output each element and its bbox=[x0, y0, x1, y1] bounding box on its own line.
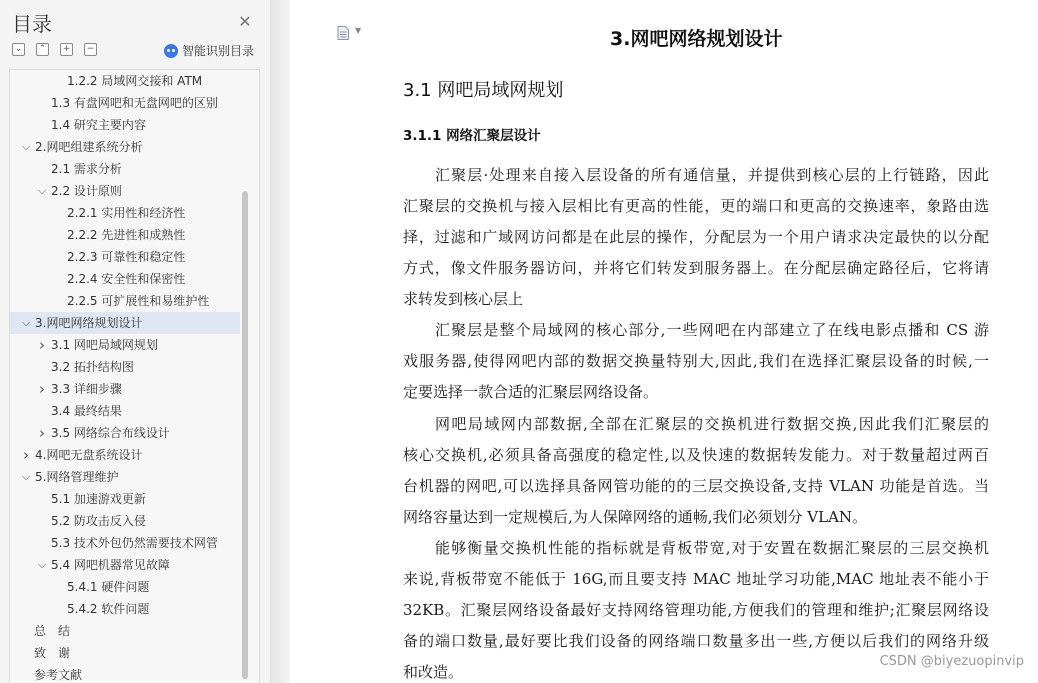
panel-divider[interactable] bbox=[270, 0, 290, 683]
chevron-down-icon[interactable]: ⌵ bbox=[21, 140, 31, 153]
outline-item-label: 总 结 bbox=[34, 624, 71, 638]
expand-all-icon[interactable]: ⌃ bbox=[36, 43, 49, 56]
chevron-right-icon[interactable]: › bbox=[39, 336, 45, 354]
outline-item-label: 2.2 设计原则 bbox=[51, 184, 122, 198]
outline-item[interactable] bbox=[10, 290, 240, 312]
outline-item[interactable] bbox=[10, 642, 240, 664]
outline-item-label: 5.网络管理维护 bbox=[35, 470, 119, 484]
close-icon[interactable]: ✕ bbox=[238, 12, 252, 31]
outline-item-label: 3.5 网络综合布线设计 bbox=[51, 426, 170, 440]
paragraph-line: 定要选择一款合适的汇聚层网络设备。 bbox=[403, 383, 659, 401]
outline-item-label: 5.4.2 软件问题 bbox=[67, 602, 150, 616]
outline-item[interactable] bbox=[10, 400, 240, 422]
paragraph-line: 择，过滤和广域网访问都是在此层的操作，分配层为一个用户请求决定最快的以分配 bbox=[403, 228, 989, 246]
outline-item[interactable] bbox=[10, 488, 240, 510]
chevron-right-icon[interactable]: › bbox=[23, 446, 29, 464]
outline-item[interactable] bbox=[10, 444, 240, 466]
outline-item[interactable] bbox=[10, 158, 240, 180]
outline-item-label: 3.1 网吧局域网规划 bbox=[51, 338, 158, 352]
add-level-icon[interactable]: + bbox=[60, 43, 73, 56]
collapse-all-icon[interactable]: ⌄ bbox=[12, 43, 25, 56]
outline-item[interactable] bbox=[10, 510, 240, 532]
paragraph-line: 戏服务器,使得网吧内部的数据交换量特别大,因此,我们在选择汇聚层设备的时候,一 bbox=[403, 352, 989, 370]
outline-item[interactable] bbox=[10, 356, 240, 378]
paragraph-line: 能够衡量交换机性能的指标就是背板带宽,对于安置在数据汇聚层的三层交换机 bbox=[435, 539, 989, 557]
outline-item-label: 2.网吧组建系统分析 bbox=[35, 140, 143, 154]
outline-item[interactable] bbox=[10, 268, 240, 290]
outline-item-label: 1.2.2 局域网交接和 ATM bbox=[67, 74, 203, 88]
outline-item-label: 2.2.5 可扩展性和易维护性 bbox=[67, 294, 210, 308]
outline-item-label: 2.2.2 先进性和成熟性 bbox=[67, 228, 186, 242]
outline-item-label: 致 谢 bbox=[34, 646, 71, 660]
outline-item-label: 参考文献 bbox=[34, 668, 83, 682]
chapter-title: 3.网吧网络规划设计 bbox=[610, 28, 783, 50]
chevron-down-icon[interactable]: ⌵ bbox=[37, 184, 47, 197]
outline-item[interactable] bbox=[10, 576, 240, 598]
paragraph-line: 台机器的网吧,可以选择具备网管功能的的三层交换设备,支持 VLAN 功能是首选。当 bbox=[403, 477, 989, 495]
outline-item[interactable] bbox=[10, 334, 240, 356]
paragraph-line: 方式，像文件服务器访问，并将它们转发到服务器上。在分配层确定路径后，它将请 bbox=[403, 259, 989, 277]
outline-panel bbox=[0, 0, 270, 683]
chevron-down-icon[interactable]: ⌵ bbox=[37, 558, 47, 571]
outline-item-label: 2.2.1 实用性和经济性 bbox=[67, 206, 186, 220]
outline-item-label: 4.网吧无盘系统设计 bbox=[35, 448, 143, 462]
chevron-down-icon[interactable]: ▼ bbox=[355, 26, 362, 35]
subsection-title: 3.1.1 网络汇聚层设计 bbox=[403, 128, 541, 144]
outline-item-label: 1.4 研究主要内容 bbox=[51, 118, 146, 132]
outline-item[interactable] bbox=[10, 202, 240, 224]
ai-robot-icon bbox=[164, 44, 178, 58]
outline-toolbar bbox=[12, 43, 97, 57]
outline-item[interactable] bbox=[10, 620, 240, 642]
outline-item[interactable] bbox=[10, 532, 240, 554]
outline-item[interactable] bbox=[10, 246, 240, 268]
document-page bbox=[290, 0, 1038, 683]
outline-item-label: 2.2.4 安全性和保密性 bbox=[67, 272, 186, 286]
outline-item[interactable] bbox=[10, 664, 240, 683]
smart-recognize-toc-button[interactable] bbox=[164, 42, 254, 59]
outline-item[interactable] bbox=[10, 466, 240, 488]
csdn-watermark: CSDN @biyezuopinvip bbox=[879, 654, 1024, 669]
outline-item[interactable] bbox=[10, 92, 240, 114]
outline-item[interactable] bbox=[10, 422, 240, 444]
outline-scrollbar-thumb[interactable] bbox=[242, 191, 248, 679]
outline-item-label: 5.4.1 硬件问题 bbox=[67, 580, 150, 594]
chevron-right-icon[interactable]: › bbox=[39, 380, 45, 398]
outline-item[interactable] bbox=[10, 136, 240, 158]
outline-item[interactable] bbox=[10, 598, 240, 620]
outline-item-label: 2.2.3 可靠性和稳定性 bbox=[67, 250, 186, 264]
paragraph-line: 网络容量达到一定规模后,为人保障网络的通畅,我们必须划分 VLAN。 bbox=[403, 508, 868, 526]
chevron-down-icon[interactable]: ⌵ bbox=[21, 470, 31, 483]
paragraph-line: 来说,背板带宽不能低于 16G,而且要支持 MAC 地址学习功能,MAC 地址表不能小于 bbox=[403, 570, 989, 588]
remove-level-icon[interactable]: − bbox=[84, 43, 97, 56]
outline-tree bbox=[9, 69, 260, 683]
paragraph-line: 核心交换机,必须具备高强度的稳定性,以及快速的数据转发能力。对于数量超过两百 bbox=[403, 446, 989, 464]
outline-item[interactable] bbox=[10, 180, 240, 202]
smart-recognize-label: 智能识别目录 bbox=[182, 44, 255, 58]
outline-item[interactable] bbox=[10, 554, 240, 576]
paragraph-line: 求转发到核心层上 bbox=[403, 290, 524, 308]
outline-item-label: 3.2 拓扑结构图 bbox=[51, 360, 134, 374]
paragraph-line: 汇聚层是整个局域网的核心部分,一些网吧在内部建立了在线电影点播和 CS 游 bbox=[435, 321, 989, 339]
outline-item-label: 5.2 防攻击反入侵 bbox=[51, 514, 146, 528]
outline-item-label: 5.1 加速游戏更新 bbox=[51, 492, 146, 506]
outline-item-label: 5.4 网吧机器常见故障 bbox=[51, 558, 170, 572]
outline-item[interactable] bbox=[10, 114, 240, 136]
section-title: 3.1 网吧局域网规划 bbox=[403, 80, 564, 101]
outline-item[interactable] bbox=[10, 378, 240, 400]
outline-item[interactable] bbox=[10, 312, 240, 334]
outline-item[interactable] bbox=[10, 224, 240, 246]
paragraph-line: 汇聚层·处理来自接入层设备的所有通信量，并提供到核心层的上行链路，因此 bbox=[435, 166, 989, 184]
outline-title: 目录 bbox=[12, 12, 52, 36]
outline-item-label: 5.3 技术外包仍然需要技术网管 bbox=[51, 536, 218, 550]
outline-item[interactable] bbox=[10, 70, 240, 92]
outline-item-label: 1.3 有盘网吧和无盘网吧的区别 bbox=[51, 96, 218, 110]
paragraph-line: 和改造。 bbox=[403, 663, 464, 681]
chevron-down-icon[interactable]: ⌵ bbox=[21, 316, 31, 329]
paragraph-line: 网吧局域网内部数据,全部在汇聚层的交换机进行数据交换,因此我们汇聚层的 bbox=[435, 415, 989, 433]
paragraph-line: 32KB。汇聚层网络设备最好支持网络管理功能,方便我们的管理和维护;汇聚层网络设 bbox=[403, 601, 989, 619]
outline-item-label: 3.4 最终结果 bbox=[51, 404, 122, 418]
paragraph-line: 汇聚层的交换机与接入层相比有更高的性能，更的端口和更高的交换速率，象路由选 bbox=[403, 197, 989, 215]
outline-item-label: 2.1 需求分析 bbox=[51, 162, 122, 176]
paragraph-line: 备的端口数量,最好要比我们设备的网络端口数量多出一些,方便以后我们的网络升级 bbox=[403, 632, 989, 650]
chevron-right-icon[interactable]: › bbox=[39, 424, 45, 442]
outline-item-label: 3.网吧网络规划设计 bbox=[35, 316, 143, 330]
outline-item-label: 3.3 详细步骤 bbox=[51, 382, 122, 396]
